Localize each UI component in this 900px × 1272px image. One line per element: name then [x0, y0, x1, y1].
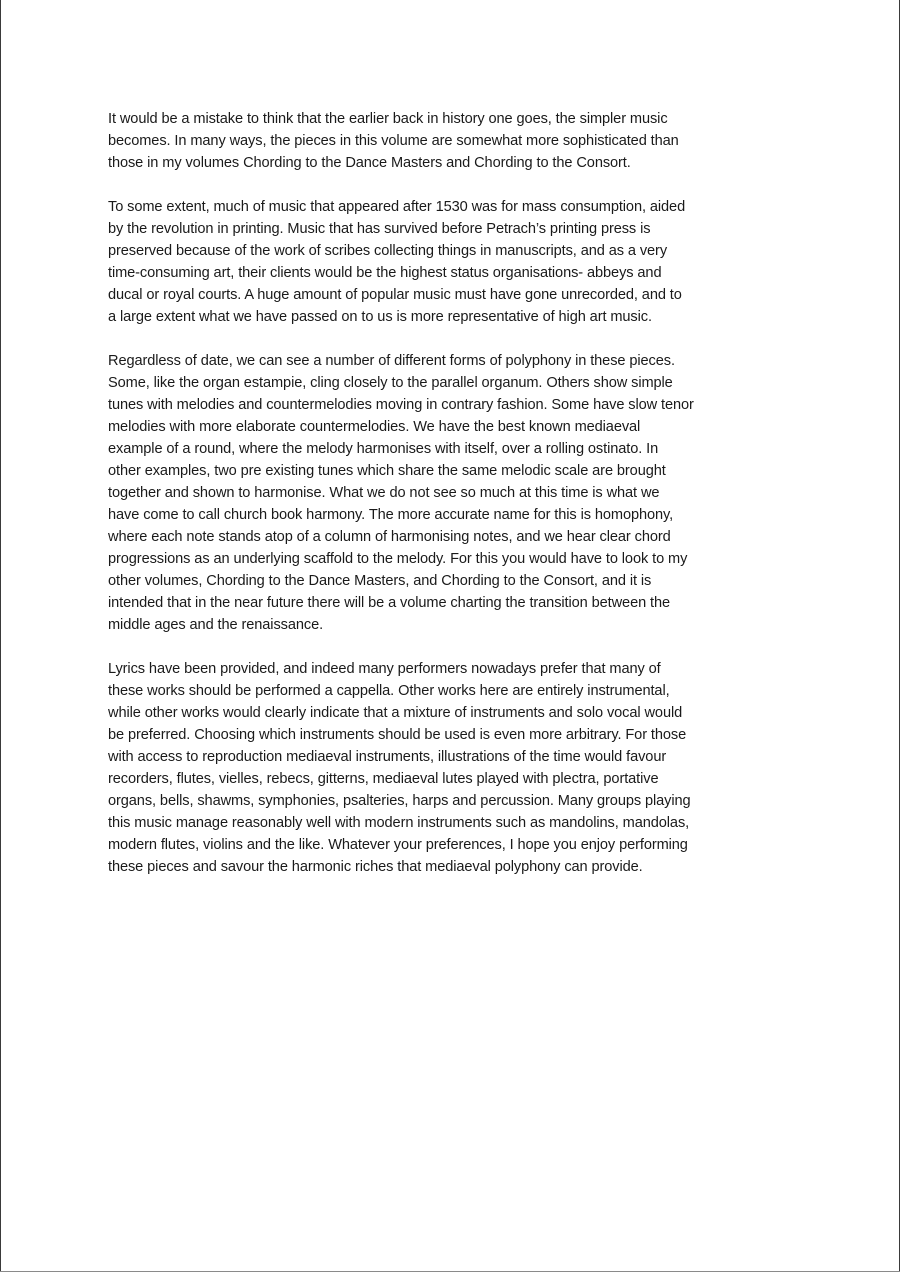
text-line: organs, bells, shawms, symphonies, psalteries, harps and percussion. Many groups playing: [108, 793, 691, 809]
page-edge-left: [0, 0, 1, 1272]
text-line: Regardless of date, we can see a number of different forms of polyphony in these pieces.: [108, 353, 675, 369]
text-line: have come to call church book harmony. The more accurate name for this is homophony,: [108, 507, 674, 523]
text-line: ducal or royal courts. A huge amount of popular music must have gone unrecorded, and to: [108, 287, 682, 303]
text-line: modern flutes, violins and the like. Whatever your preferences, I hope you enjoy performing: [108, 837, 688, 853]
text-line: be preferred. Choosing which instruments should be used is even more arbitrary. For those: [108, 727, 687, 743]
text-line: by the revolution in printing. Music that has survived before Petrach’s printing press is: [108, 221, 651, 237]
text-line: progressions as an underlying scaffold to the melody. For this you would have to look to my: [108, 551, 688, 567]
text-line: time-consuming art, their clients would be the highest status organisations- abbeys and: [108, 265, 662, 281]
text-line: It would be a mistake to think that the earlier back in history one goes, the simpler music: [108, 111, 668, 127]
text-line: together and shown to harmonise. What we do not see so much at this time is what we: [108, 485, 660, 501]
text-line: this music manage reasonably well with modern instruments such as mandolins, mandolas,: [108, 815, 690, 831]
paragraph-instruments: [108, 658, 798, 878]
text-line: other examples, two pre existing tunes which share the same melodic scale are brought: [108, 463, 666, 479]
paragraph-intro: [108, 108, 798, 174]
text-line: intended that in the near future there will be a volume charting the transition between the: [108, 595, 671, 611]
text-line: To some extent, much of music that appeared after 1530 was for mass consumption, aided: [108, 199, 686, 215]
text-line: Some, like the organ estampie, cling closely to the parallel organum. Others show simple: [108, 375, 673, 391]
paragraph-polyphony: [108, 350, 798, 636]
text-line: middle ages and the renaissance.: [108, 617, 324, 633]
text-line: recorders, flutes, vielles, rebecs, gitterns, mediaeval lutes played with plectra, portative: [108, 771, 659, 787]
text-line: while other works would clearly indicate that a mixture of instruments and solo vocal would: [108, 705, 683, 721]
text-line: other volumes, Chording to the Dance Masters, and Chording to the Consort, and it is: [108, 573, 652, 589]
text-line: becomes. In many ways, the pieces in this volume are somewhat more sophisticated than: [108, 133, 679, 149]
text-line: tunes with melodies and countermelodies moving in contrary fashion. Some have slow tenor: [108, 397, 694, 413]
text-line: preserved because of the work of scribes collecting things in manuscripts, and as a very: [108, 243, 668, 259]
text-line: with access to reproduction mediaeval instruments, illustrations of the time would favour: [108, 749, 667, 765]
text-line: those in my volumes Chording to the Dance Masters and Chording to the Consort.: [108, 155, 631, 171]
text-line: these pieces and savour the harmonic riches that mediaeval polyphony can provide.: [108, 859, 643, 875]
text-line: Lyrics have been provided, and indeed many performers nowadays prefer that many of: [108, 661, 661, 677]
paragraph-printing: [108, 196, 798, 328]
text-line: example of a round, where the melody harmonises with itself, over a rolling ostinato. In: [108, 441, 659, 457]
text-line: where each note stands atop of a column of harmonising notes, and we hear clear chord: [108, 529, 671, 545]
text-line: these works should be performed a cappella. Other works here are entirely instrumental,: [108, 683, 670, 699]
document-body: [108, 108, 798, 900]
text-line: melodies with more elaborate countermelodies. We have the best known mediaeval: [108, 419, 641, 435]
text-line: a large extent what we have passed on to us is more representative of high art music.: [108, 309, 652, 325]
